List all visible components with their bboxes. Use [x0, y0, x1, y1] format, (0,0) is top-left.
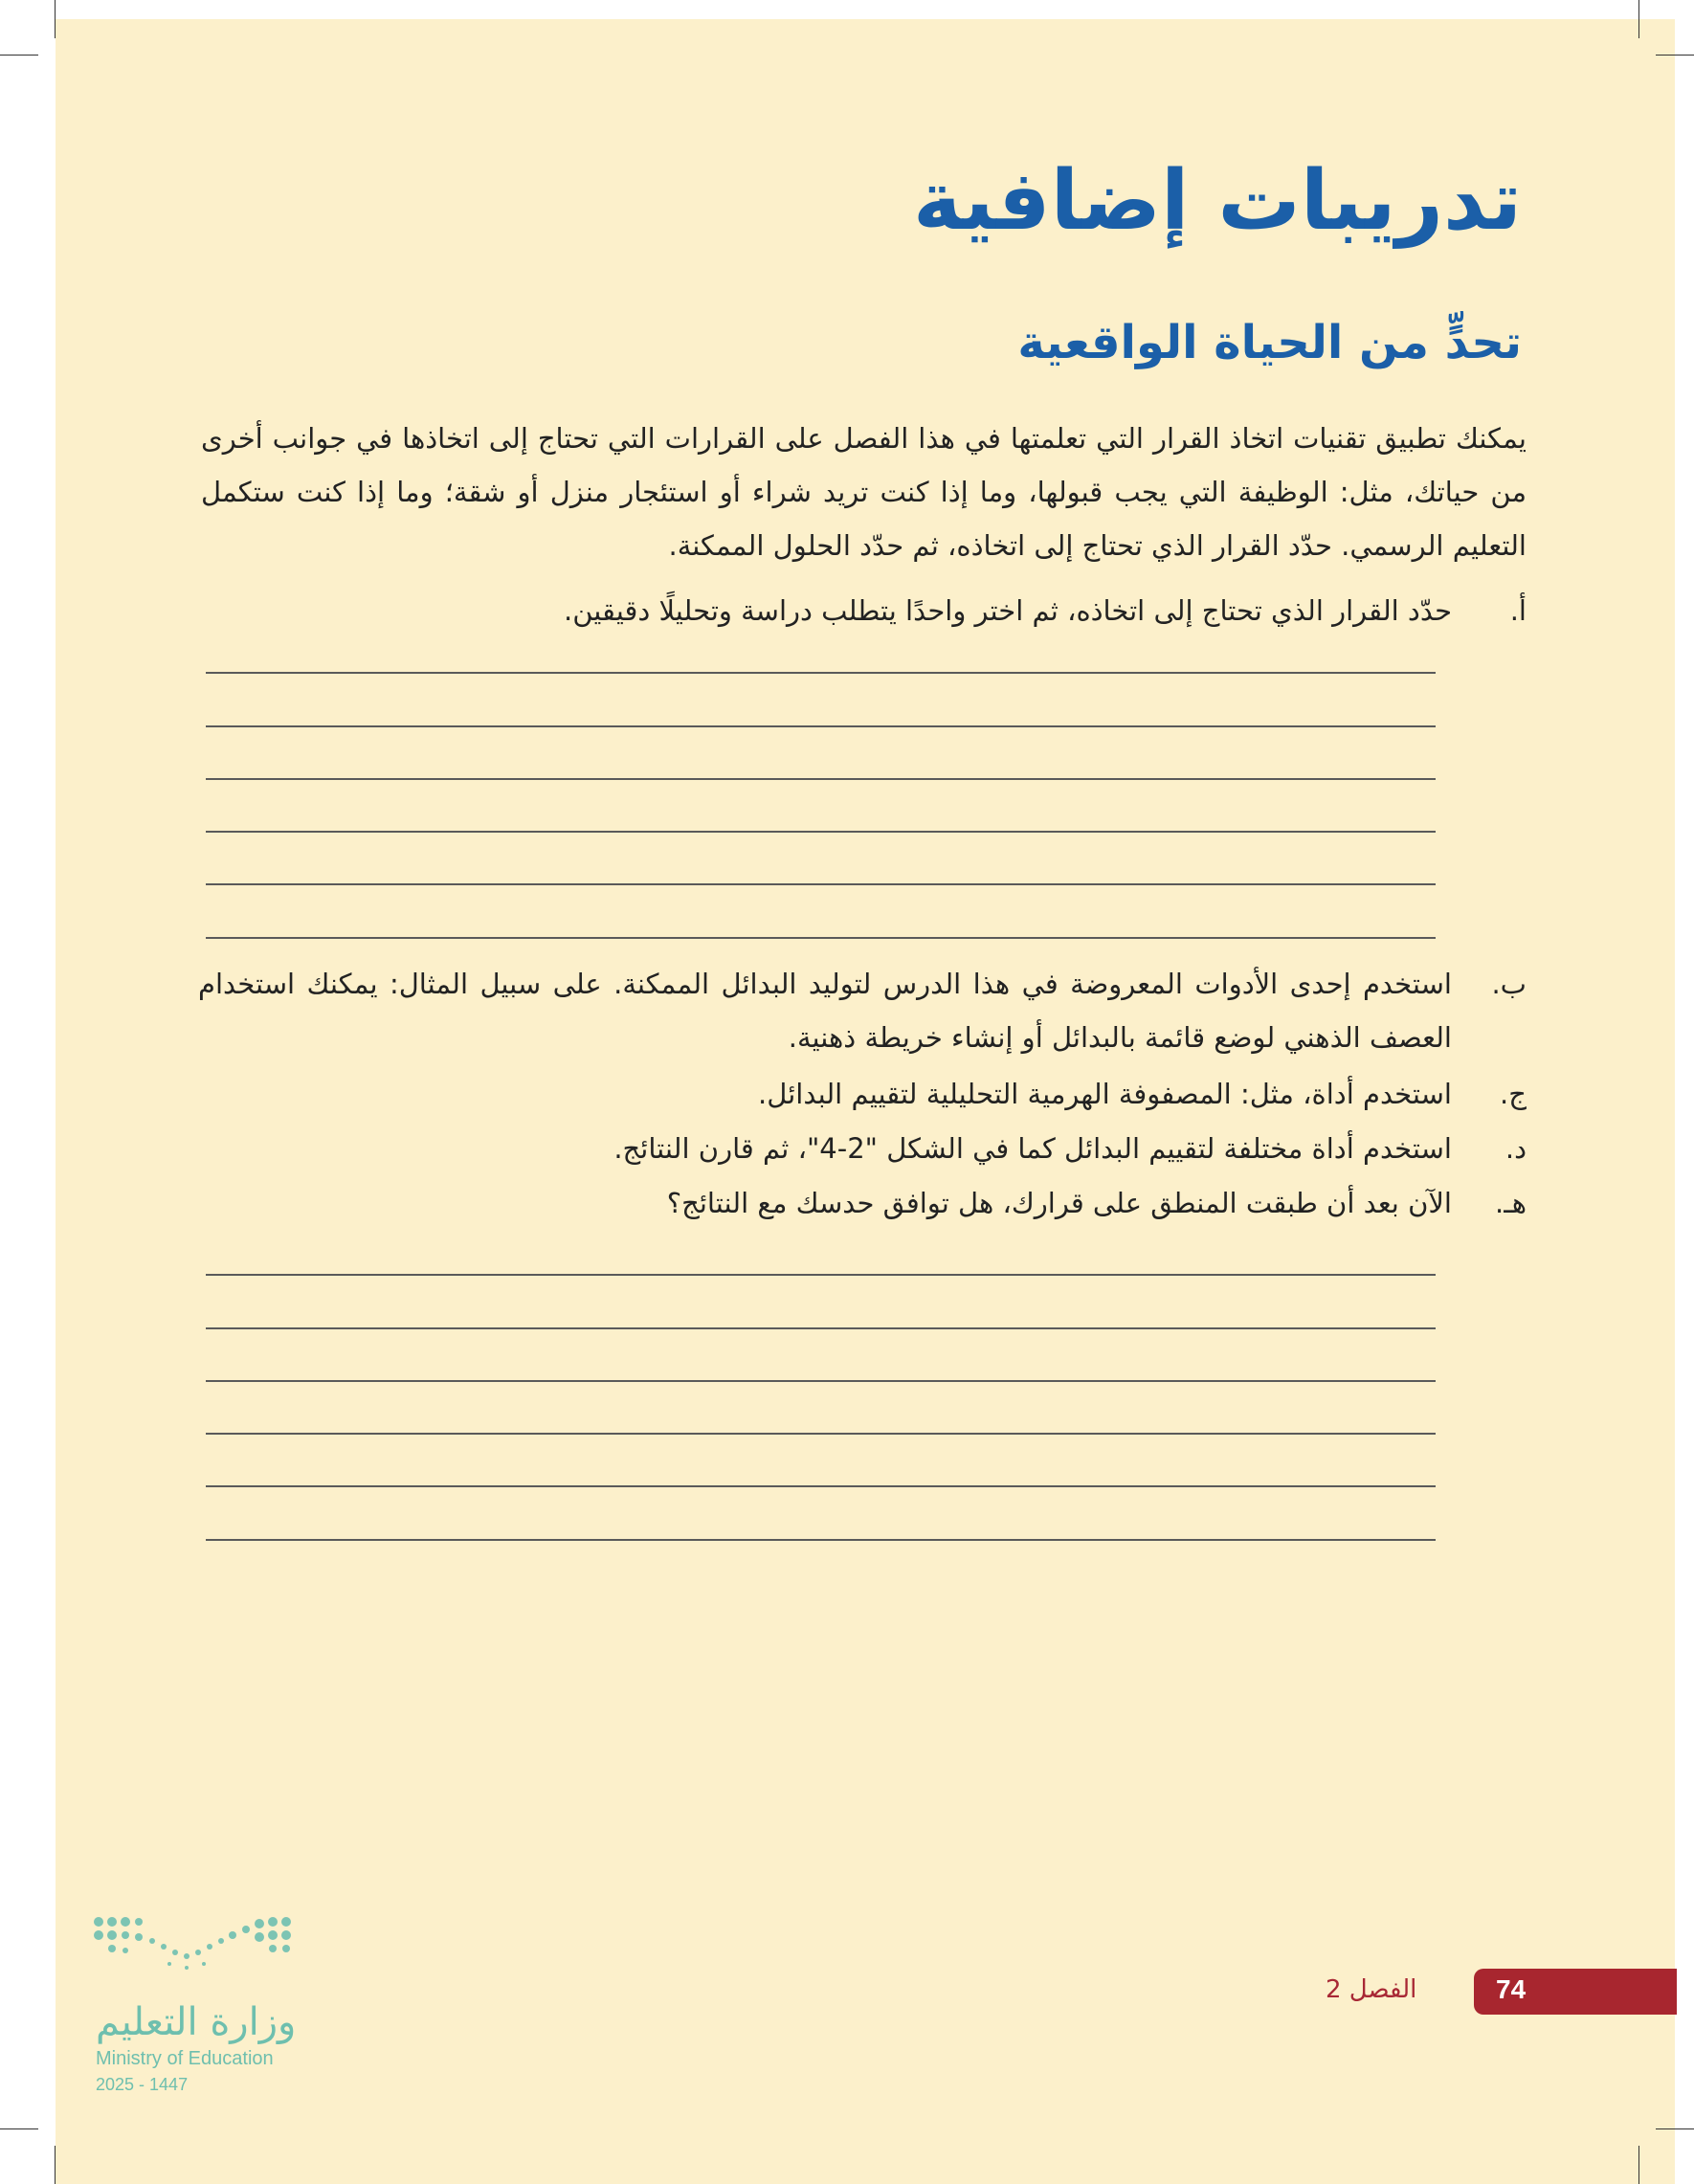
- crop-mark: [1638, 2146, 1639, 2184]
- answer-line[interactable]: [206, 1485, 1436, 1487]
- crop-mark: [55, 2146, 56, 2184]
- crop-mark: [1656, 2128, 1694, 2129]
- answer-line[interactable]: [206, 778, 1436, 780]
- crop-mark: [1638, 0, 1639, 38]
- section-subtitle: تحدٍّ من الحياة الواقعية: [1017, 316, 1522, 369]
- ministry-name-arabic: وزارة التعليم: [96, 2000, 297, 2044]
- crop-mark: [55, 0, 56, 38]
- answer-line[interactable]: [206, 1327, 1436, 1329]
- item-letter: د.: [1505, 1132, 1527, 1165]
- chapter-label: الفصل 2: [1326, 1975, 1417, 2004]
- list-item: [198, 957, 1527, 1064]
- item-letter: هـ.: [1494, 1187, 1527, 1219]
- ministry-logo-icon: [91, 1914, 311, 2000]
- list-item: [198, 1176, 1527, 1230]
- item-text: الآن بعد أن طبقت المنطق على قرارك، هل توافق حدسك مع النتائج؟: [666, 1187, 1452, 1219]
- answer-line[interactable]: [206, 937, 1436, 939]
- answer-line[interactable]: [206, 1380, 1436, 1382]
- ministry-name-english: Ministry of Education: [96, 2048, 274, 2069]
- intro-paragraph: يمكنك تطبيق تقنيات اتخاذ القرار التي تعلمتها في هذا الفصل على القرارات التي تحتاج إلى اتخاذها في جوانب أخرى من حياتك، مثل: الوظيفة التي يجب قبولها، وما إذا كنت تريد شراء أو استئجار منزل أو شقة؛ وما إذا كنت ستكمل التعليم الرسمي. حدّد القرار الذي تحتاج إلى اتخاذه، ثم حدّد الحلول الممكنة.: [201, 422, 1527, 562]
- list-item: [198, 1067, 1527, 1121]
- page-title: تدريبات إضافية: [913, 153, 1522, 249]
- ministry-year: 2025 - 1447: [96, 2075, 189, 2094]
- list-item: [198, 1122, 1527, 1175]
- answer-line[interactable]: [206, 725, 1436, 727]
- crop-mark: [0, 55, 38, 56]
- answer-line[interactable]: [206, 883, 1436, 885]
- item-letter: ج.: [1500, 1078, 1527, 1110]
- answer-line[interactable]: [206, 831, 1436, 833]
- page-number: 74: [1496, 1974, 1527, 2004]
- crop-mark: [0, 2128, 38, 2129]
- item-text: استخدم أداة مختلفة لتقييم البدائل كما في الشكل "2-4"، ثم قارن النتائج.: [613, 1132, 1452, 1165]
- answer-line[interactable]: [206, 1539, 1436, 1541]
- item-text: استخدم أداة، مثل: المصفوفة الهرمية التحليلية لتقييم البدائل.: [758, 1078, 1452, 1110]
- item-text: استخدم إحدى الأدوات المعروضة في هذا الدرس لتوليد البدائل الممكنة. على سبيل المثال: يمكنك استخدام العصف الذهني لوضع قائمة بالبدائل أو إنشاء خريطة ذهنية.: [198, 968, 1452, 1054]
- crop-mark: [1656, 55, 1694, 56]
- item-text: حدّد القرار الذي تحتاج إلى اتخاذه، ثم اختر واحدًا يتطلب دراسة وتحليلًا دقيقين.: [563, 594, 1452, 627]
- answer-line[interactable]: [206, 1433, 1436, 1435]
- answer-line[interactable]: [206, 1274, 1436, 1276]
- item-letter: ب.: [1491, 968, 1527, 1000]
- item-letter: أ.: [1509, 594, 1527, 627]
- answer-line[interactable]: [206, 672, 1436, 674]
- list-item: [198, 584, 1527, 637]
